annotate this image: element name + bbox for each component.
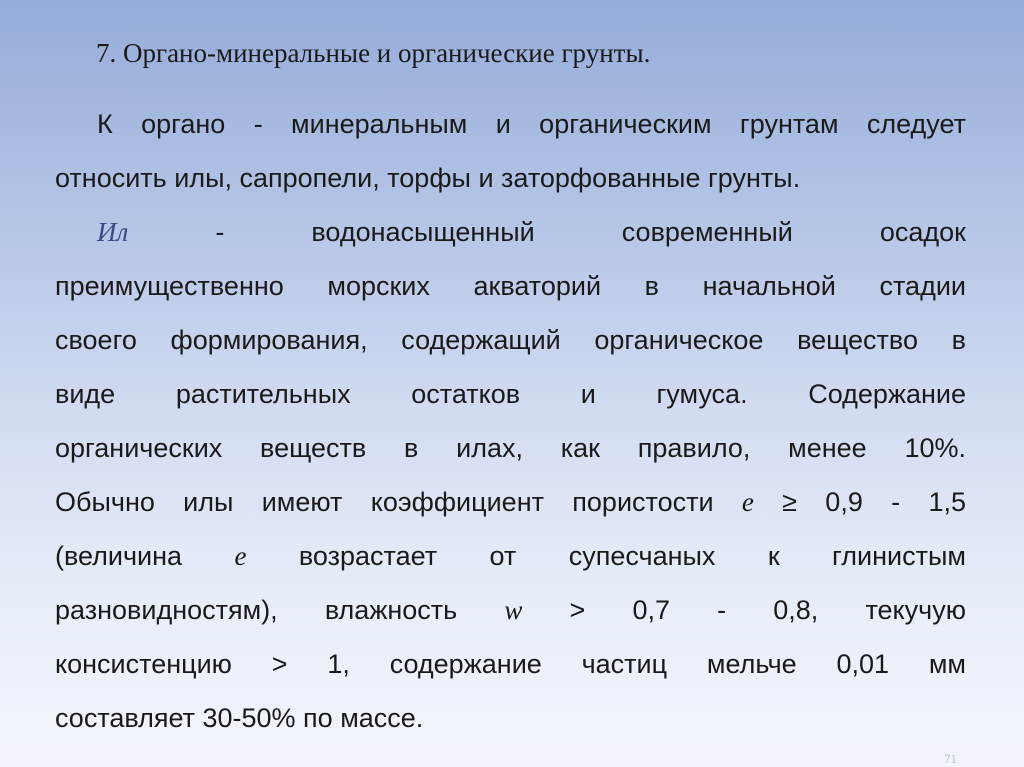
- var-e: e: [741, 487, 754, 517]
- paragraph-2-line-10: составляет 30-50% по массе.: [55, 703, 424, 733]
- porosity-text: Обычно илы имеют коэффициент пористости: [55, 487, 714, 517]
- paragraph-1-line-1: К органо - минеральным и органическим грунтам следует: [97, 109, 966, 139]
- var-e-2: e: [234, 541, 247, 571]
- consistency-value: > 1,: [271, 649, 350, 679]
- paragraph-2-line-6: [55, 484, 966, 520]
- particles-text: содержание частиц мельче 0,01 мм: [389, 649, 966, 679]
- paragraph-1-line-2: относить илы, сапропели, торфы и заторфованные грунты.: [55, 163, 801, 193]
- paragraph-2-line-5: органических веществ в илах, как правило, менее 10%.: [55, 433, 966, 463]
- moisture-range: > 0,7 - 0,8,: [569, 595, 819, 625]
- porosity-range: ≥ 0,9 - 1,5: [782, 487, 966, 517]
- definition-start: - водонасыщенный современный осадок: [215, 217, 966, 247]
- paragraph-2-line-9: [55, 646, 966, 682]
- value-rest: возрастает от супесчаных к глинистым: [298, 541, 966, 571]
- paragraph-2-line-4: виде растительных остатков и гумуса. Содержание: [55, 379, 966, 409]
- moisture-formula: [504, 595, 818, 625]
- paragraph-2-line-3: своего формирования, содержащий органическое вещество в: [55, 325, 966, 355]
- page-number: 71: [944, 751, 957, 766]
- value-open: (величина: [55, 541, 183, 571]
- fluid-word: текучую: [865, 595, 966, 625]
- paragraph-2-line-2: преимущественно морских акваторий в начальной стадии: [55, 271, 966, 301]
- porosity-formula: [742, 487, 966, 517]
- paragraph-2-line-1: [55, 214, 966, 250]
- paragraph-2-line-7: [55, 538, 966, 574]
- var-w: w: [504, 595, 523, 625]
- moisture-text: разновидностям), влажность: [55, 595, 458, 625]
- consistency-text: консистенцию: [55, 649, 232, 679]
- slide-title: 7. Органо-минеральные и органические грунты.: [96, 38, 651, 68]
- paragraph-2-line-8: [55, 592, 966, 628]
- term-il: Ил: [97, 217, 129, 247]
